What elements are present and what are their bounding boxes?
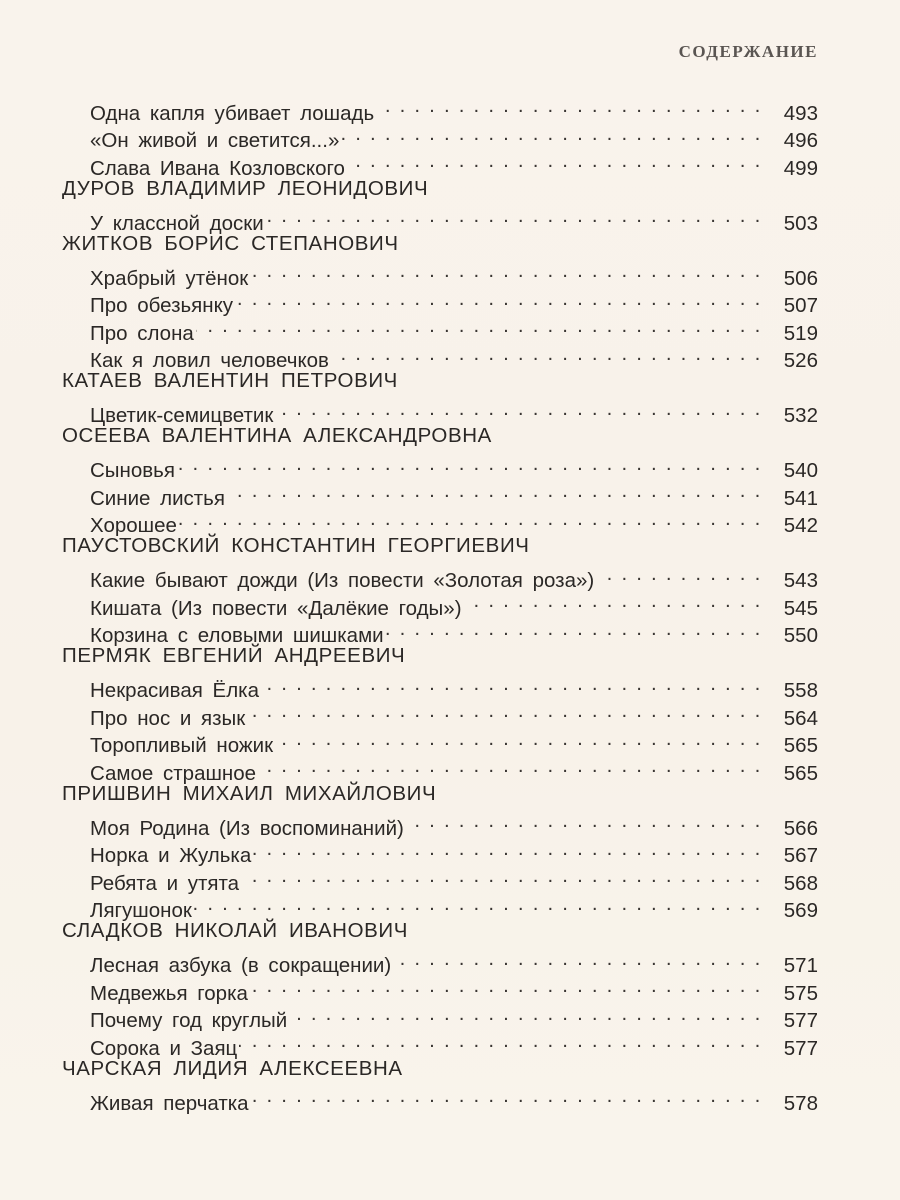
dot-leader — [241, 862, 762, 890]
entry-page: 506 — [783, 266, 818, 290]
entry-page: 558 — [783, 679, 818, 702]
entry-title: Лягушонок — [90, 899, 192, 922]
entry-title: Корзина с еловыми шишками — [90, 624, 384, 647]
entry-title: Моя Родина (Из воспоминаний) — [90, 816, 404, 840]
dot-leader — [341, 120, 762, 148]
entry-title: Цветик-семицветик — [90, 404, 274, 427]
author-heading: ПЕРМЯК ЕВГЕНИЙ АНДРЕЕВИЧ — [62, 644, 406, 667]
dot-leader — [250, 972, 762, 1000]
table-of-contents — [62, 92, 818, 1115]
toc-entry[interactable] — [62, 560, 818, 592]
dot-leader — [258, 752, 762, 780]
entry-page: 526 — [783, 349, 818, 372]
entry-title: Про нос и язык — [90, 706, 246, 730]
dot-leader — [386, 615, 762, 643]
entry-title: Ребята и утята — [90, 871, 240, 895]
dot-leader — [275, 395, 762, 423]
entry-title: Кишата (Из повести «Далёкие годы») — [90, 596, 462, 620]
entry-title: Норка и Жулька — [90, 844, 252, 867]
toc-entry[interactable] — [62, 1082, 818, 1115]
entry-page: 493 — [783, 101, 818, 125]
dot-leader — [266, 202, 762, 230]
author-heading: ПРИШВИН МИХАИЛ МИХАЙЛОВИЧ — [62, 781, 437, 805]
toc-entry[interactable] — [62, 202, 818, 235]
entry-page: 499 — [783, 156, 818, 180]
entry-page: 507 — [783, 294, 818, 317]
toc-entry[interactable] — [62, 92, 818, 125]
entry-title: Живая перчатка — [90, 1091, 249, 1115]
dot-leader — [196, 312, 762, 340]
dot-leader — [596, 560, 762, 588]
entry-title: Одна капля убивает лошадь — [90, 101, 375, 125]
entry-page: 543 — [783, 569, 818, 592]
entry-title: Некрасивая Ёлка — [90, 679, 260, 702]
toc-entry[interactable] — [62, 807, 818, 840]
author-heading: СЛАДКОВ НИКОЛАЙ ИВАНОВИЧ — [62, 919, 408, 942]
entry-title: Почему год круглый — [90, 1009, 288, 1032]
author-heading: ОСЕЕВА ВАЛЕНТИНА АЛЕКСАНДРОВНА — [62, 424, 492, 447]
entry-title: Синие листья — [90, 486, 225, 510]
author-heading: КАТАЕВ ВАЛЕНТИН ПЕТРОВИЧ — [62, 369, 398, 392]
dot-leader — [239, 1027, 762, 1055]
entry-title: Лесная азбука (в сокращении) — [90, 954, 392, 977]
entry-page: 565 — [783, 734, 818, 757]
entry-page: 540 — [783, 459, 818, 482]
entry-page: 577 — [783, 1009, 818, 1032]
entry-title: У классной доски — [90, 211, 264, 235]
dot-leader — [194, 890, 762, 918]
author-heading: ПАУСТОВСКИЙ КОНСТАНТИН ГЕОРГИЕВИЧ — [62, 534, 530, 557]
author-heading: ДУРОВ ВЛАДИМИР ЛЕОНИДОВИЧ — [62, 176, 429, 200]
entry-title: Про слона — [90, 321, 194, 345]
entry-page: 541 — [783, 486, 818, 510]
toc-entry[interactable] — [62, 945, 818, 977]
entry-page: 550 — [783, 624, 818, 647]
entry-page: 568 — [783, 871, 818, 895]
entry-page: 564 — [783, 706, 818, 730]
entry-title: Хорошее — [90, 514, 177, 537]
entry-page: 571 — [783, 954, 818, 977]
dot-leader — [227, 477, 762, 505]
entry-page: 496 — [783, 129, 818, 152]
entry-title: Сыновья — [90, 459, 175, 482]
dot-leader — [464, 587, 762, 615]
entry-page: 503 — [783, 211, 818, 235]
dot-leader — [289, 1000, 762, 1028]
dot-leader — [261, 670, 762, 698]
entry-title: Сорока и Заяц — [90, 1036, 238, 1060]
entry-page: 545 — [783, 596, 818, 620]
dot-leader — [251, 1082, 762, 1110]
dot-leader — [376, 92, 762, 120]
entry-page: 566 — [783, 816, 818, 840]
toc-entry[interactable] — [62, 257, 818, 290]
entry-title: Про обезьянку — [90, 294, 234, 317]
entry-title: Слава Ивана Козловского — [90, 156, 345, 180]
toc-entry[interactable] — [62, 670, 818, 702]
entry-page: 565 — [783, 761, 818, 785]
entry-title: Как я ловил человечков — [90, 349, 329, 372]
entry-page: 519 — [783, 321, 818, 345]
dot-leader — [406, 807, 762, 835]
entry-page: 542 — [783, 514, 818, 537]
entry-page: 532 — [783, 404, 818, 427]
entry-title: Торопливый ножик — [90, 734, 274, 757]
dot-leader — [347, 147, 762, 175]
dot-leader — [250, 257, 762, 285]
entry-page: 577 — [783, 1036, 818, 1060]
dot-leader — [275, 725, 762, 753]
dot-leader — [253, 835, 762, 863]
entry-title: Самое страшное — [90, 761, 257, 785]
dot-leader — [247, 697, 762, 725]
entry-title: Храбрый утёнок — [90, 266, 249, 290]
entry-page: 578 — [783, 1091, 818, 1115]
dot-leader — [331, 340, 762, 368]
running-head: СОДЕРЖАНИЕ — [678, 42, 818, 61]
entry-page: 575 — [783, 981, 818, 1005]
entry-page: 569 — [783, 899, 818, 922]
dot-leader — [179, 505, 762, 533]
author-heading: ЖИТКОВ БОРИС СТЕПАНОВИЧ — [62, 231, 399, 255]
entry-title: Какие бывают дожди (Из повести «Золотая роза») — [90, 569, 595, 592]
entry-page: 567 — [783, 844, 818, 867]
dot-leader — [177, 450, 762, 478]
toc-entry[interactable] — [62, 395, 818, 427]
author-heading: ЧАРСКАЯ ЛИДИЯ АЛЕКСЕЕВНА — [62, 1056, 403, 1080]
dot-leader — [393, 945, 762, 973]
toc-entry[interactable] — [62, 450, 818, 482]
entry-title: Медвежья горка — [90, 981, 248, 1005]
entry-title: «Он живой и светится...» — [90, 129, 340, 152]
dot-leader — [235, 285, 762, 313]
